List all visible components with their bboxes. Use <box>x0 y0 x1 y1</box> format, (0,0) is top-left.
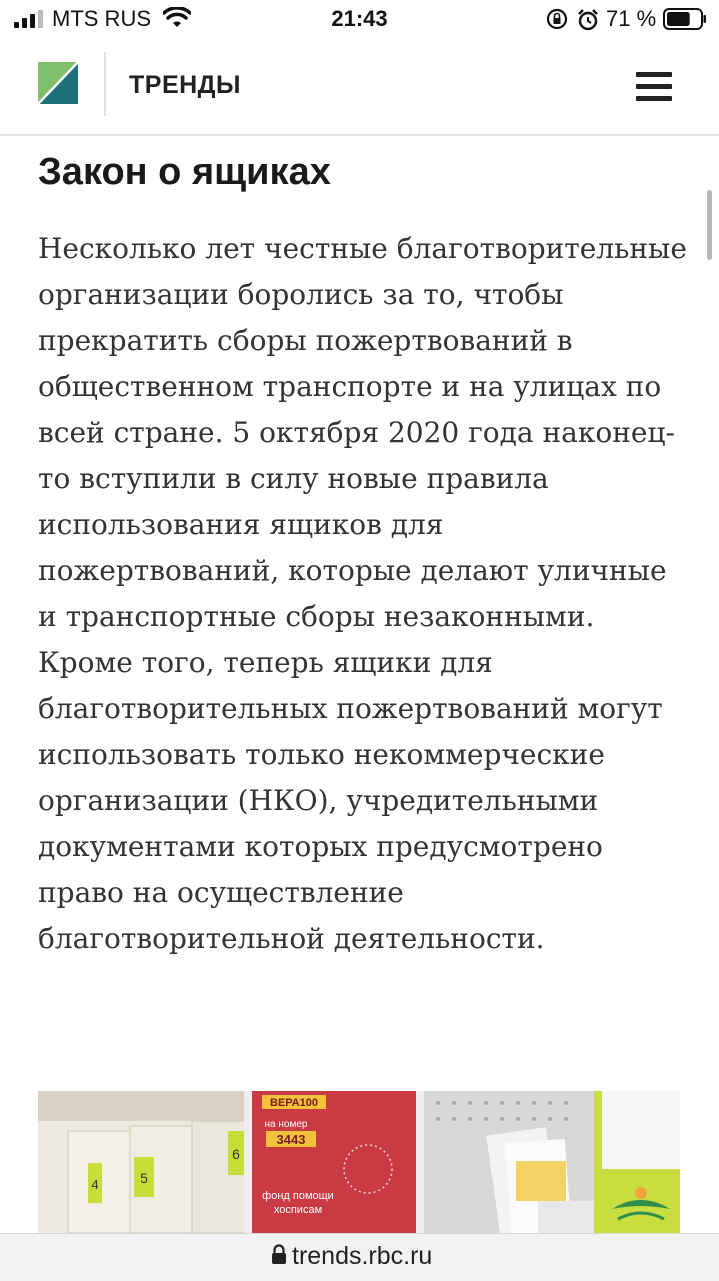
scrollbar-thumb[interactable] <box>707 190 712 260</box>
status-bar <box>0 0 719 38</box>
locker-number: 6 <box>232 1146 240 1162</box>
svg-text:на номер: на номер <box>264 1119 308 1130</box>
rbc-trends-logo-icon[interactable] <box>38 62 78 104</box>
site-header <box>0 38 719 136</box>
carrier-name: MTS RUS <box>52 6 151 31</box>
svg-text:3443: 3443 <box>276 1132 306 1147</box>
lock-icon <box>271 1244 287 1264</box>
alarm-icon <box>576 8 600 32</box>
battery-icon <box>663 8 707 30</box>
section-title[interactable]: ТРЕНДЫ <box>129 71 241 99</box>
orientation-lock-icon <box>546 8 568 30</box>
svg-text:хосписам: хосписам <box>273 1204 323 1216</box>
svg-text:фонд помощи: фонд помощи <box>262 1190 334 1202</box>
article-paragraph: Несколько лет честные благотворительные организации боролись за то, чтобы прекратить сборы пожертвований в общественном транспорте и на улицах по всей стране. 5 октября 2020 года наконец-то вступили в силу новые правила использования ящиков для пожертвований, которые делают уличные и транспортные сборы незаконными. Кроме того, теперь ящики для благотворительных пожертвований могут использовать только некоммерческие организации (НКО), учредительными документами которых предусмотрено право на осуществление благотворительной деятельности. <box>38 232 687 955</box>
donation-poster <box>244 1091 424 1233</box>
article-photo <box>38 1091 680 1233</box>
svg-text:ВЕРА100: ВЕРА100 <box>270 1097 318 1109</box>
browser-url-bar[interactable] <box>0 1233 719 1281</box>
hamburger-menu-icon[interactable] <box>636 72 674 102</box>
locker-number: 5 <box>140 1170 148 1186</box>
url-text[interactable]: trends.rbc.ru <box>292 1242 433 1270</box>
battery-percentage: 71 % <box>606 6 657 31</box>
logo-divider <box>104 52 106 116</box>
article-heading: Закон о ящиках <box>38 151 331 193</box>
locker-number: 4 <box>91 1177 99 1192</box>
clock-time: 21:43 <box>331 6 388 31</box>
